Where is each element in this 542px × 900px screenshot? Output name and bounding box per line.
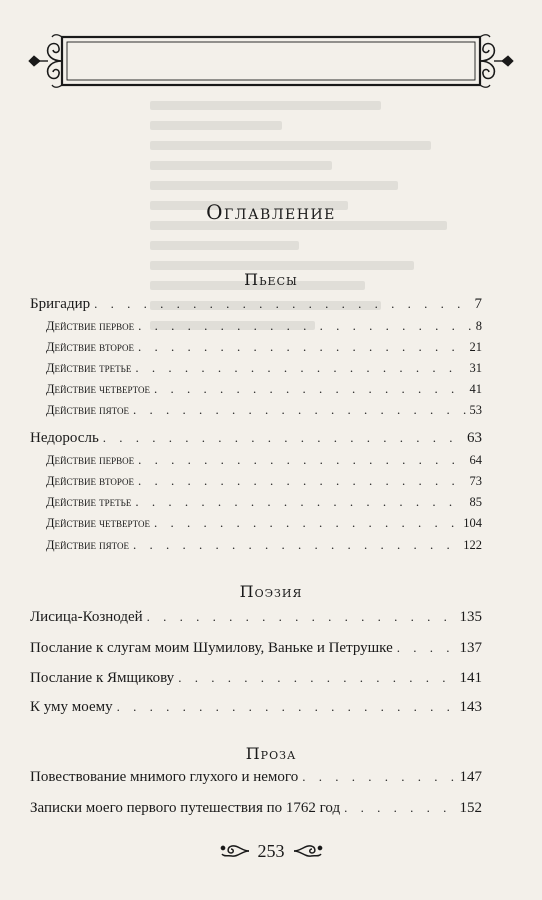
toc-entry-page: 63 [467,430,482,446]
toc-entry[interactable] [46,537,482,557]
page-title: Оглавление [206,200,336,224]
section-heading-prose: Проза [245,744,297,763]
toc-entry[interactable] [46,360,482,380]
toc-entry[interactable] [30,769,482,789]
leader-dots [94,296,470,312]
toc-entry-label: Действие первое [46,319,135,333]
toc-entry[interactable] [30,800,482,820]
toc-entry-page: 143 [459,699,482,715]
toc-entry-page: 137 [459,640,482,656]
leader-dots [302,769,455,785]
toc-entry-page: 31 [469,361,482,375]
toc-entry[interactable] [30,699,482,719]
toc-entry-page: 152 [459,800,482,816]
toc-entry-page: 122 [463,538,482,552]
toc-entry-label: Действие пятое [46,538,130,552]
toc-entry-page: 85 [469,495,482,509]
page-number: 253 [257,840,285,861]
toc-entry[interactable] [30,670,482,690]
toc-entry[interactable] [46,402,482,422]
leader-dots [138,452,465,468]
leader-dots [147,609,456,625]
toc-entry[interactable] [46,318,482,338]
toc-entry-label: Записки моего первого путешествия по 1762 год [30,800,341,816]
toc-entry-page: 104 [463,516,482,530]
toc-entry[interactable] [30,296,482,316]
toc-entry-label: Действие третье [46,361,132,375]
section-heading-poetry: Поэзия [239,582,303,601]
toc-entry-label: Бригадир [30,296,91,312]
toc-entry-page: 147 [459,769,482,785]
leader-dots [397,640,456,656]
toc-entry-page: 64 [469,453,482,467]
toc-entry-label: Действие первое [46,453,135,467]
toc-entry-label: Действие третье [46,495,132,509]
leader-dots [344,800,455,816]
vine-ornament-icon [293,842,323,860]
toc-entry[interactable] [46,339,482,359]
leader-dots [178,670,455,686]
toc-entry-label: Послание к слугам моим Шумилову, Ваньке и Петрушке [30,640,393,656]
toc-entry[interactable] [46,381,482,401]
section-heading-plays: Пьесы [244,270,298,289]
leader-dots [138,318,472,334]
leader-dots [154,381,466,397]
toc-entry[interactable] [30,640,482,660]
toc-entry[interactable] [46,494,482,514]
toc-entry[interactable] [30,430,482,450]
toc-entry-page: 53 [469,403,482,417]
toc-entry-label: Действие четвертое [46,382,150,396]
leader-dots [103,430,463,446]
toc-entry-page: 141 [459,670,482,686]
toc-entry-page: 135 [459,609,482,625]
toc-entry-page: 41 [469,382,482,396]
leader-dots [117,699,456,715]
leader-dots [138,473,465,489]
toc-entry-label: Действие четвертое [46,516,150,530]
leader-dots [154,515,459,531]
toc-entry-page: 21 [469,340,482,354]
toc-entry-label: Послание к Ямщикову [30,670,175,686]
toc-entry-label: Лисица-Кознодей [30,609,143,625]
toc-entry-page: 73 [469,474,482,488]
toc-entry-page: 8 [475,319,482,333]
frame-ornament-icon [28,30,514,92]
toc-entry-page: 7 [474,296,482,312]
toc-entry-label: Повествование мнимого глухого и немого [30,769,299,785]
toc-entry[interactable] [30,609,482,629]
toc-entry-label: Действие второе [46,474,135,488]
leader-dots [133,402,465,418]
leader-dots [135,494,465,510]
toc-entry[interactable] [46,515,482,535]
vine-ornament-icon [220,842,250,860]
toc-entry[interactable] [46,452,482,472]
toc-entry-label: Действие пятое [46,403,130,417]
page-footer [0,838,542,864]
toc-entry-label: Действие второе [46,340,135,354]
leader-dots [138,339,465,355]
toc-entry-label: Недоросль [30,430,99,446]
leader-dots [135,360,465,376]
toc-entry-label: К уму моему [30,699,113,715]
toc-entry[interactable] [46,473,482,493]
leader-dots [133,537,459,553]
